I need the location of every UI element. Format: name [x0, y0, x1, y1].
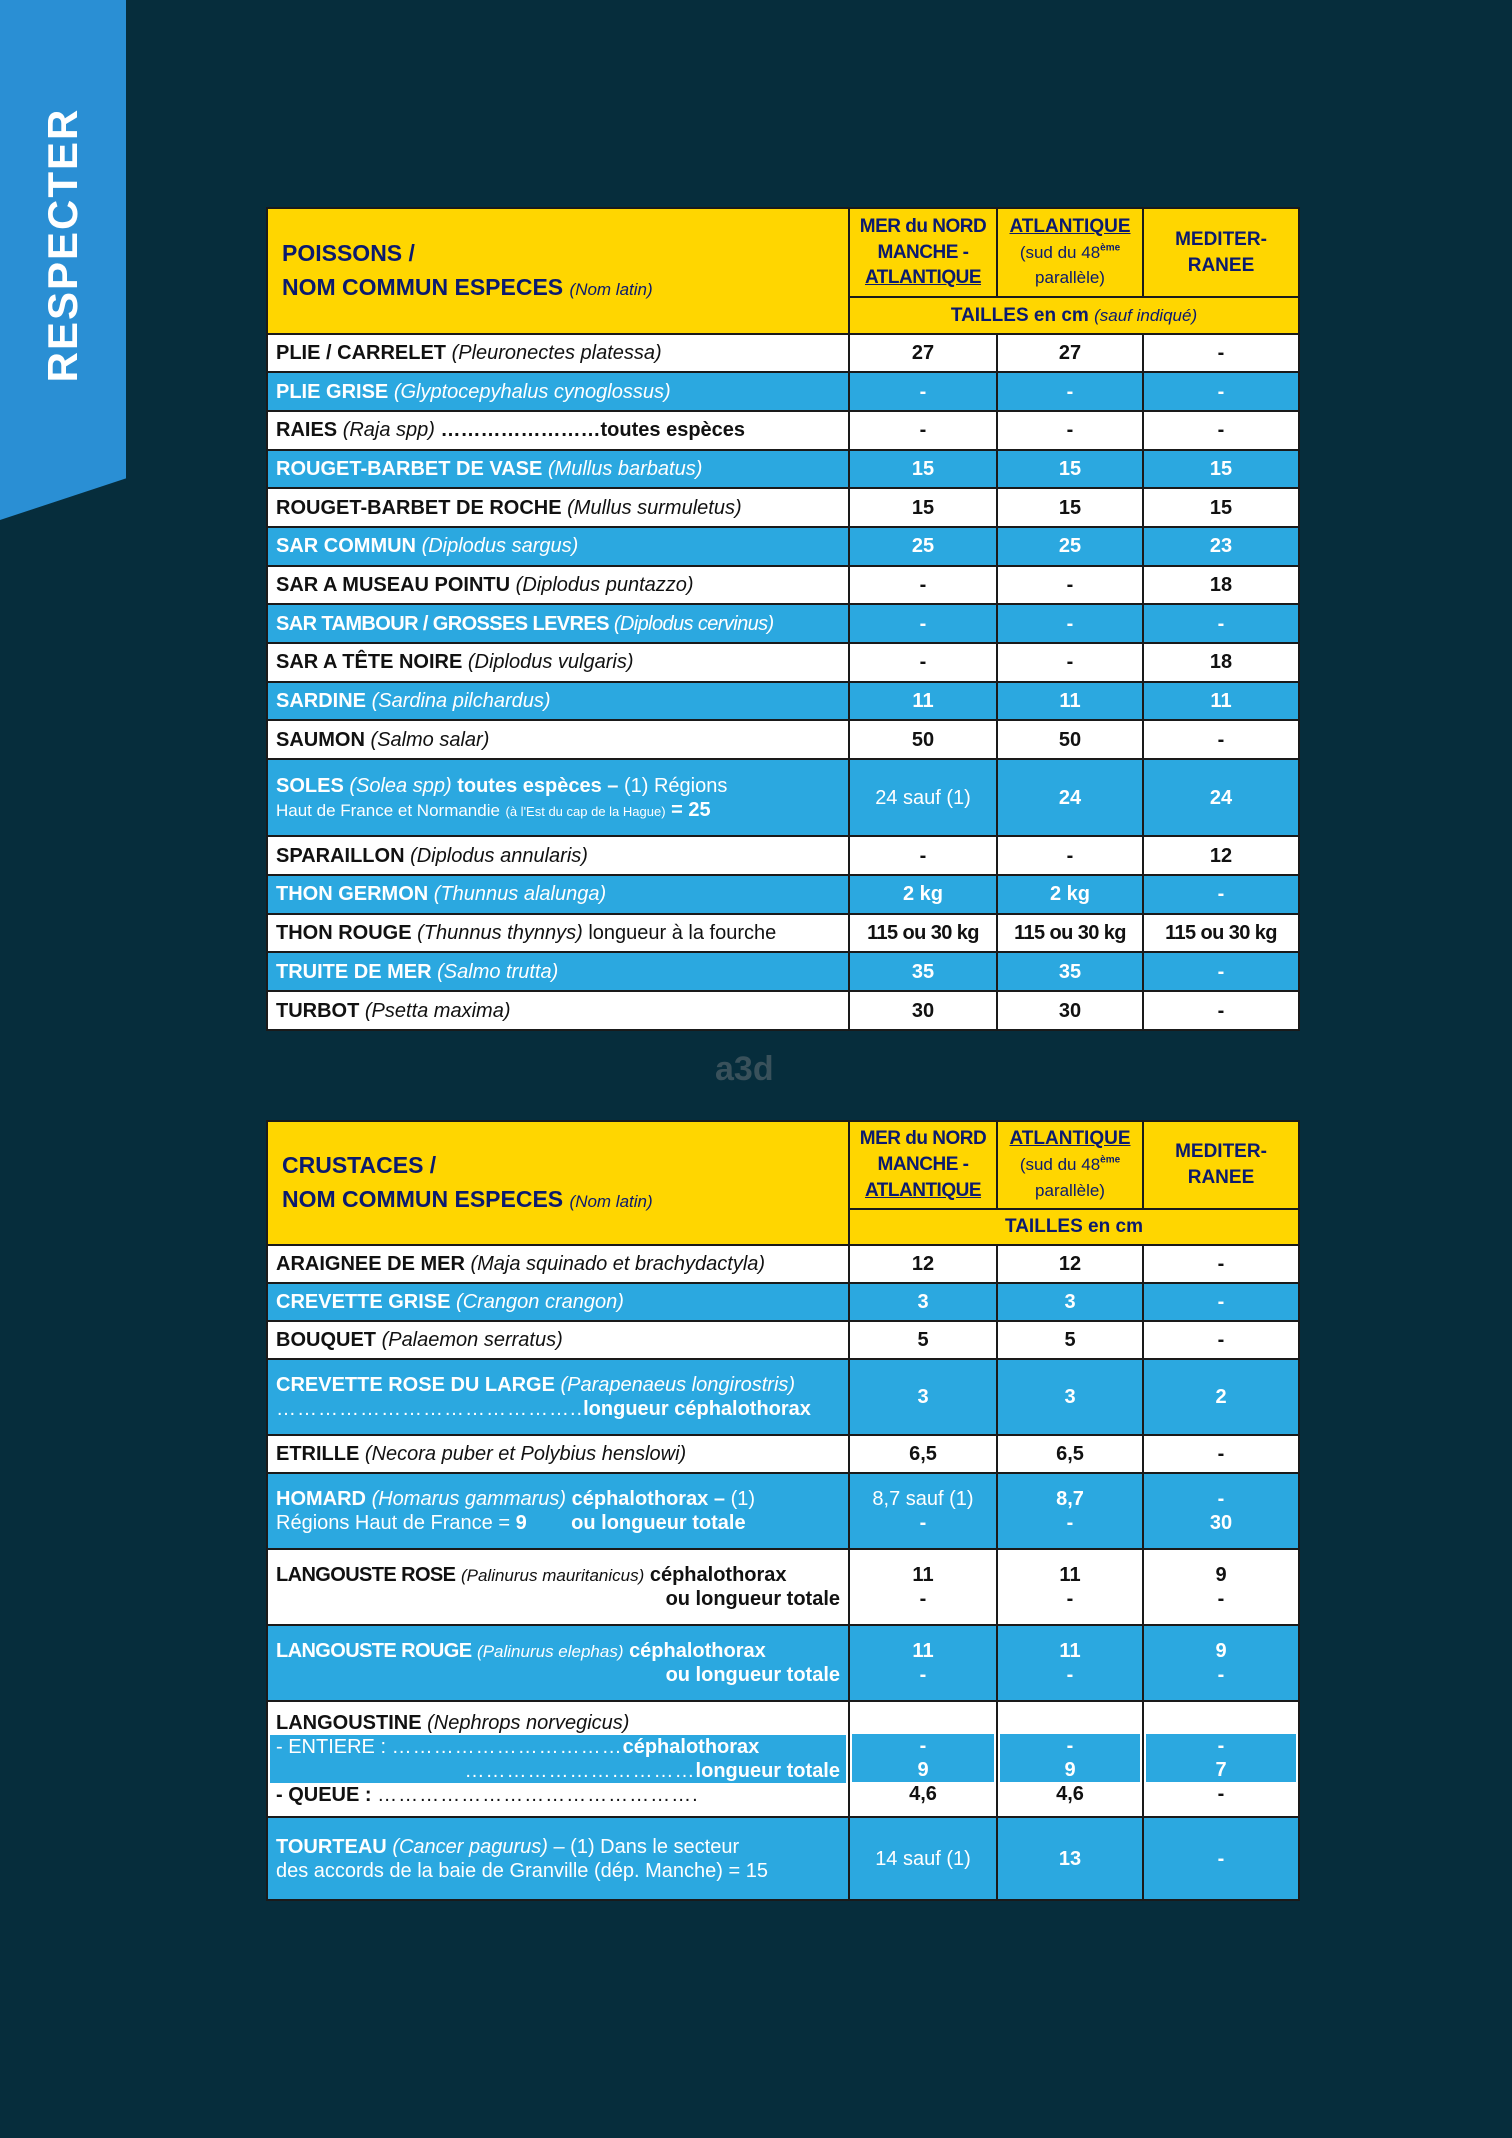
value-cell: 3: [849, 1283, 997, 1321]
value-cell: 2 kg: [997, 875, 1143, 914]
table-row: [267, 1817, 1299, 1900]
value-cell: 13: [997, 1817, 1143, 1900]
table-row: [267, 643, 1299, 682]
table-row: [267, 1435, 1299, 1473]
table-row: [267, 1701, 1299, 1817]
value-cell: 15: [997, 450, 1143, 489]
value-cell: -: [997, 411, 1143, 450]
species-name-cell: HOMARD (Homarus gammarus) céphalothorax – (1) Régions Haut de France = 9 ou longueur totale: [267, 1473, 849, 1549]
value-cell: -: [849, 604, 997, 643]
species-name-cell: LANGOUSTE ROSE (Palinurus mauritanicus) céphalothorax ou longueur totale: [267, 1549, 849, 1625]
value-cell: 8,7 sauf (1) -: [849, 1473, 997, 1549]
table-row: [267, 1473, 1299, 1549]
poissons-col-mer-du-nord: MER du NORD MANCHE - ATLANTIQUE: [849, 208, 997, 297]
value-cell: -: [849, 372, 997, 411]
value-cell: -: [849, 643, 997, 682]
species-name-cell: ETRILLE (Necora puber et Polybius henslowi): [267, 1435, 849, 1473]
value-cell: 6,5: [849, 1435, 997, 1473]
value-cell: 5: [849, 1321, 997, 1359]
value-cell: -: [1143, 1321, 1299, 1359]
value-cell: 11 -: [849, 1625, 997, 1701]
value-cell: 3: [997, 1359, 1143, 1435]
value-cell: 11 -: [849, 1549, 997, 1625]
value-cell: 24: [997, 759, 1143, 836]
value-cell: 24: [1143, 759, 1299, 836]
value-cell: 15: [1143, 488, 1299, 527]
value-cell: -: [997, 836, 1143, 875]
table-row: [267, 759, 1299, 836]
value-cell: -: [1143, 1245, 1299, 1283]
value-cell: 9 -: [1143, 1549, 1299, 1625]
side-label: RESPECTER: [39, 107, 86, 383]
value-cell: 115 ou 30 kg: [1143, 914, 1299, 953]
species-name-cell: SAR A MUSEAU POINTU (Diplodus puntazzo): [267, 566, 849, 605]
value-cell: 25: [997, 527, 1143, 566]
crustaces-col-atlantique: ATLANTIQUE (sud du 48ème parallèle): [997, 1121, 1143, 1209]
species-name-cell: SOLES (Solea spp) toutes espèces – (1) Régions Haut de France et Normandie (à l'Est du cap de la Hague) = 25: [267, 759, 849, 836]
value-cell: 115 ou 30 kg: [997, 914, 1143, 953]
poissons-col-atlantique: ATLANTIQUE (sud du 48ème parallèle): [997, 208, 1143, 297]
table-row: [267, 875, 1299, 914]
value-cell: -: [1143, 1435, 1299, 1473]
value-cell: 12: [849, 1245, 997, 1283]
value-cell: 11 -: [997, 1549, 1143, 1625]
value-cell: - 7 -: [1143, 1701, 1299, 1817]
value-cell: 11: [1143, 682, 1299, 721]
langoustine-entiere-band: - ENTIERE : ……………………………céphalothorax ……………………………longueur totale: [270, 1735, 846, 1783]
crustaces-sizes-label: TAILLES en cm: [849, 1209, 1299, 1245]
value-cell: -: [1143, 1817, 1299, 1900]
species-name-cell: PLIE GRISE (Glyptocepyhalus cynoglossus): [267, 372, 849, 411]
value-cell: 11: [849, 682, 997, 721]
value-cell: 3: [997, 1283, 1143, 1321]
value-cell: 2: [1143, 1359, 1299, 1435]
value-cell: -: [1143, 875, 1299, 914]
species-name-cell: TOURTEAU (Cancer pagurus) – (1) Dans le secteur des accords de la baie de Granville (dép. Manche) = 15: [267, 1817, 849, 1900]
value-cell: -: [849, 566, 997, 605]
value-cell: 23: [1143, 527, 1299, 566]
value-cell: 12: [1143, 836, 1299, 875]
species-name-cell: SAR A TÊTE NOIRE (Diplodus vulgaris): [267, 643, 849, 682]
value-cell: 35: [849, 952, 997, 991]
value-cell: 30: [997, 991, 1143, 1030]
value-cell: - 30: [1143, 1473, 1299, 1549]
value-cell: 27: [997, 334, 1143, 373]
value-cell: -: [997, 604, 1143, 643]
value-cell: 11: [997, 682, 1143, 721]
species-name-cell: TRUITE DE MER (Salmo trutta): [267, 952, 849, 991]
value-cell: -: [1143, 720, 1299, 759]
table-row: [267, 1359, 1299, 1435]
value-cell: -: [1143, 991, 1299, 1030]
crustaces-table: [266, 1120, 1298, 1901]
table-row: [267, 682, 1299, 721]
species-name-cell: THON GERMON (Thunnus alalunga): [267, 875, 849, 914]
poissons-header-species: POISSONS / NOM COMMUN ESPECES (Nom latin): [267, 208, 849, 334]
value-cell: 11 -: [997, 1625, 1143, 1701]
value-cell: - 9 4,6: [997, 1701, 1143, 1817]
value-cell: -: [997, 372, 1143, 411]
table-row: [267, 566, 1299, 605]
value-cell: 25: [849, 527, 997, 566]
value-cell: 24 sauf (1): [849, 759, 997, 836]
table-row: [267, 488, 1299, 527]
table-row: [267, 334, 1299, 373]
value-cell: 14 sauf (1): [849, 1817, 997, 1900]
species-name-cell: LANGOUSTINE (Nephrops norvegicus) - ENTIERE : ……………………………céphalothorax ……………………………longueur totale - QUEUE : ……………………………………….: [267, 1701, 849, 1817]
poissons-sizes-label: TAILLES en cm (sauf indiqué): [849, 297, 1299, 334]
value-cell: 15: [997, 488, 1143, 527]
species-name-cell: ROUGET-BARBET DE ROCHE (Mullus surmuletus): [267, 488, 849, 527]
table-row: [267, 450, 1299, 489]
table-row: [267, 372, 1299, 411]
species-name-cell: ROUGET-BARBET DE VASE (Mullus barbatus): [267, 450, 849, 489]
table-row: [267, 1549, 1299, 1625]
value-cell: - 9 4,6: [849, 1701, 997, 1817]
value-cell: -: [849, 836, 997, 875]
species-name-cell: RAIES (Raja spp) ……………………toutes espèces: [267, 411, 849, 450]
table-row: [267, 527, 1299, 566]
table-row: [267, 604, 1299, 643]
species-name-cell: SARDINE (Sardina pilchardus): [267, 682, 849, 721]
value-cell: 15: [849, 488, 997, 527]
value-cell: 18: [1143, 643, 1299, 682]
species-name-cell: LANGOUSTE ROUGE (Palinurus elephas) céphalothorax ou longueur totale: [267, 1625, 849, 1701]
species-name-cell: SAUMON (Salmo salar): [267, 720, 849, 759]
crustaces-header-species: CRUSTACES / NOM COMMUN ESPECES (Nom latin): [267, 1121, 849, 1245]
table-row: [267, 991, 1299, 1030]
value-cell: -: [849, 411, 997, 450]
value-cell: -: [1143, 1283, 1299, 1321]
value-cell: 27: [849, 334, 997, 373]
value-cell: -: [1143, 411, 1299, 450]
table-row: [267, 836, 1299, 875]
poissons-col-mediterranee: MEDITER- RANEE: [1143, 208, 1299, 297]
value-cell: 6,5: [997, 1435, 1143, 1473]
species-name-cell: BOUQUET (Palaemon serratus): [267, 1321, 849, 1359]
species-name-cell: THON ROUGE (Thunnus thynnys) longueur à la fourche: [267, 914, 849, 953]
species-name-cell: TURBOT (Psetta maxima): [267, 991, 849, 1030]
value-cell: 18: [1143, 566, 1299, 605]
table-row: [267, 1283, 1299, 1321]
value-cell: -: [997, 643, 1143, 682]
species-name-cell: CREVETTE ROSE DU LARGE (Parapenaeus longirostris) ……………………………………..longueur céphalothorax: [267, 1359, 849, 1435]
value-cell: 35: [997, 952, 1143, 991]
value-cell: -: [1143, 334, 1299, 373]
poissons-table: [266, 207, 1298, 1031]
table-row: [267, 1625, 1299, 1701]
watermark: a3d: [715, 1050, 774, 1088]
value-cell: 8,7 -: [997, 1473, 1143, 1549]
species-name-cell: CREVETTE GRISE (Crangon crangon): [267, 1283, 849, 1321]
value-cell: 50: [997, 720, 1143, 759]
table-row: [267, 1245, 1299, 1283]
table-row: [267, 1321, 1299, 1359]
value-cell: 3: [849, 1359, 997, 1435]
species-name-cell: PLIE / CARRELET (Pleuronectes platessa): [267, 334, 849, 373]
table-row: [267, 411, 1299, 450]
value-cell: 30: [849, 991, 997, 1030]
table-row: [267, 952, 1299, 991]
value-cell: 115 ou 30 kg: [849, 914, 997, 953]
value-cell: 12: [997, 1245, 1143, 1283]
value-cell: -: [997, 566, 1143, 605]
species-name-cell: ARAIGNEE DE MER (Maja squinado et brachydactyla): [267, 1245, 849, 1283]
value-cell: 15: [849, 450, 997, 489]
value-cell: 15: [1143, 450, 1299, 489]
value-cell: 9 -: [1143, 1625, 1299, 1701]
table-row: [267, 720, 1299, 759]
value-cell: 50: [849, 720, 997, 759]
species-name-cell: SAR TAMBOUR / GROSSES LEVRES (Diplodus cervinus): [267, 604, 849, 643]
value-cell: 2 kg: [849, 875, 997, 914]
species-name-cell: SAR COMMUN (Diplodus sargus): [267, 527, 849, 566]
crustaces-col-mediterranee: MEDITER- RANEE: [1143, 1121, 1299, 1209]
value-cell: 5: [997, 1321, 1143, 1359]
value-cell: -: [1143, 604, 1299, 643]
value-cell: -: [1143, 952, 1299, 991]
table-row: [267, 914, 1299, 953]
crustaces-col-mer-du-nord: MER du NORD MANCHE - ATLANTIQUE: [849, 1121, 997, 1209]
value-cell: -: [1143, 372, 1299, 411]
species-name-cell: SPARAILLON (Diplodus annularis): [267, 836, 849, 875]
